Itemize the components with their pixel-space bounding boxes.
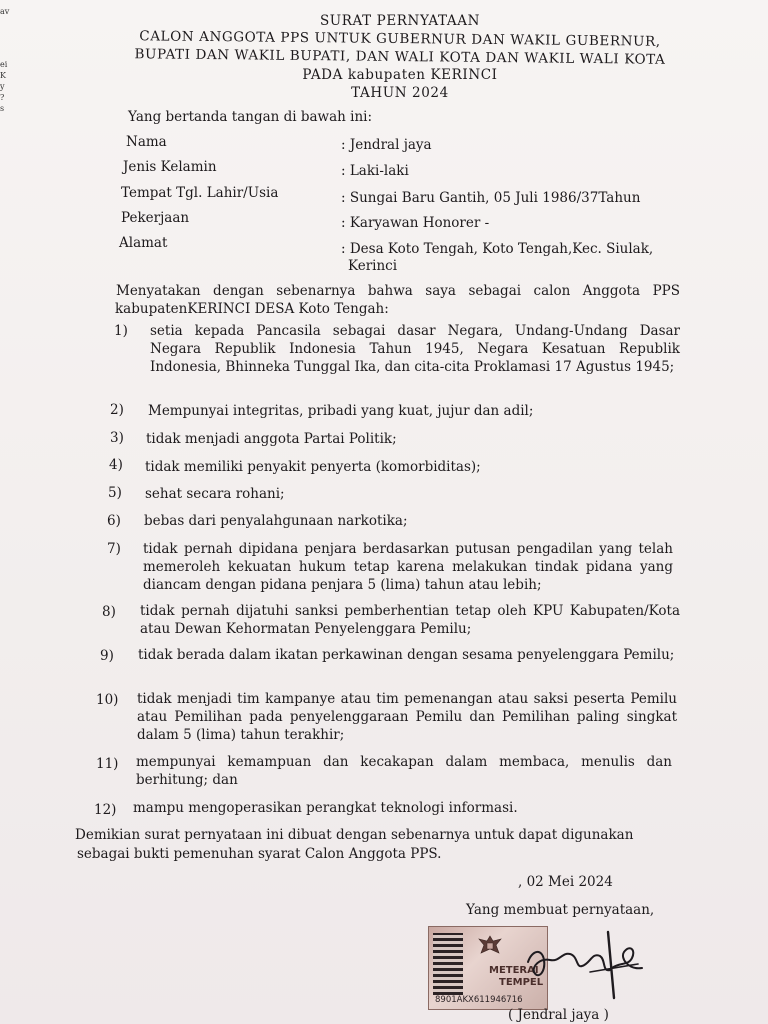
item-number: 12) [94, 802, 117, 818]
item-number: 6) [107, 513, 121, 529]
stamp-serial: 8901AKX611946716 [435, 995, 523, 1005]
pekerjaan-value: : Karyawan Honorer - [341, 215, 490, 231]
stamp-label-1: METERAI [489, 965, 539, 976]
handwritten-signature [520, 922, 650, 1002]
pekerjaan-label: Pekerjaan [121, 210, 190, 226]
alamat-label: Alamat [119, 235, 168, 251]
item-number: 4) [109, 457, 123, 473]
doc-subtitle-3: PADA kabupaten KERINCI [302, 67, 498, 83]
item-number: 11) [96, 756, 119, 772]
item-number: 10) [96, 692, 119, 708]
item-text: tidak menjadi tim kampanye atau tim pemenangan atau saksi peserta Pemilu atau Pemilihan pada penyelenggaraan Pemilu dan Pemilihan paling singkat dalam 5 (lima) tahun terakhir; [137, 691, 677, 743]
item-number: 5) [108, 485, 122, 501]
garuda-emblem-icon [475, 933, 505, 961]
edge-mark: ? [0, 93, 5, 102]
stamp-security-band [433, 933, 463, 995]
nama-value: : Jendral jaya [341, 137, 432, 153]
item-text: tidak pernah dijatuhi sanksi pemberhentian tetap oleh KPU Kabupaten/Kota atau Dewan Kehormatan Penyelenggara Pemilu; [140, 603, 680, 637]
item-number: 2) [110, 402, 124, 418]
item-number: 9) [100, 648, 114, 664]
item-text: tidak memiliki penyakit penyerta (komorbiditas); [145, 459, 481, 475]
stamp-label-2: TEMPEL [499, 977, 544, 988]
item-text: tidak menjadi anggota Partai Politik; [146, 431, 397, 447]
doc-title: SURAT PERNYATAAN [319, 13, 481, 29]
item-text: tidak berada dalam ikatan perkawinan dengan sesama penyelenggara Pemilu; [138, 647, 675, 663]
edge-marks [0, 0, 14, 160]
item-text: sehat secara rohani; [145, 486, 285, 502]
edge-mark: ei [0, 60, 8, 69]
item-number: 8) [102, 604, 116, 620]
signing-date: , 02 Mei 2024 [518, 874, 613, 890]
jenis-kelamin-label: Jenis Kelamin [123, 159, 217, 175]
statement-line-1: Menyatakan dengan sebenarnya bahwa saya sebagai calon Anggota PPS [116, 283, 680, 299]
jenis-kelamin-value: : Laki-laki [341, 163, 409, 179]
item-text: mampu mengoperasikan perangkat teknologi informasi. [133, 800, 518, 816]
doc-subtitle-1: CALON ANGGOTA PPS UNTUK GUBERNUR DAN WAKIL GUBERNUR, [139, 28, 661, 50]
ttl-label: Tempat Tgl. Lahir/Usia [121, 185, 279, 201]
doc-year: TAHUN 2024 [351, 85, 449, 101]
statement-line-2: kabupatenKERINCI DESA Koto Tengah: [115, 301, 389, 317]
item-number: 1) [114, 323, 128, 339]
signer-label: Yang membuat pernyataan, [466, 902, 655, 918]
edge-mark: s [0, 104, 5, 113]
item-number: 3) [110, 430, 124, 446]
ttl-value: : Sungai Baru Gantih, 05 Juli 1986/37Tahun [341, 190, 641, 206]
nama-label: Nama [126, 134, 167, 150]
item-text: setia kepada Pancasila sebagai dasar Negara, Undang-Undang Dasar Negara Republik Indonesia Tahun 1945, Negara Kesatuan Republik Indonesia, Bhinneka Tunggal Ika, dan cita-cita Proklamasi 17 Agustus 1945; [150, 323, 680, 375]
doc-subtitle-2: BUPATI DAN WAKIL BUPATI, DAN WALI KOTA DAN WAKIL WALI KOTA [134, 46, 666, 68]
alamat-value-cont: Kerinci [348, 258, 398, 274]
item-number: 7) [107, 541, 121, 557]
alamat-value: : Desa Koto Tengah, Koto Tengah,Kec. Siulak, [341, 241, 654, 257]
intro-text: Yang bertanda tangan di bawah ini: [128, 109, 373, 125]
item-text: mempunyai kemampuan dan kecakapan dalam membaca, menulis dan berhitung; dan [136, 754, 672, 788]
signer-name: ( Jendral jaya ) [508, 1007, 609, 1023]
closing-line-1: Demikian surat pernyataan ini dibuat dengan sebenarnya untuk dapat digunakan [75, 827, 634, 843]
edge-mark: K [0, 71, 6, 80]
item-text: Mempunyai integritas, pribadi yang kuat, jujur dan adil; [148, 403, 534, 419]
closing-line-2: sebagai bukti pemenuhan syarat Calon Anggota PPS. [77, 846, 442, 862]
edge-mark: y [0, 82, 5, 91]
item-text: bebas dari penyalahgunaan narkotika; [144, 513, 408, 529]
item-text: tidak pernah dipidana penjara berdasarkan putusan pengadilan yang telah memeroleh kekuatan hukum tetap karena melakukan tindak pidana yang diancam dengan pidana penjara 5 (lima) tahun atau lebih; [143, 541, 673, 593]
edge-mark: av [0, 7, 10, 16]
